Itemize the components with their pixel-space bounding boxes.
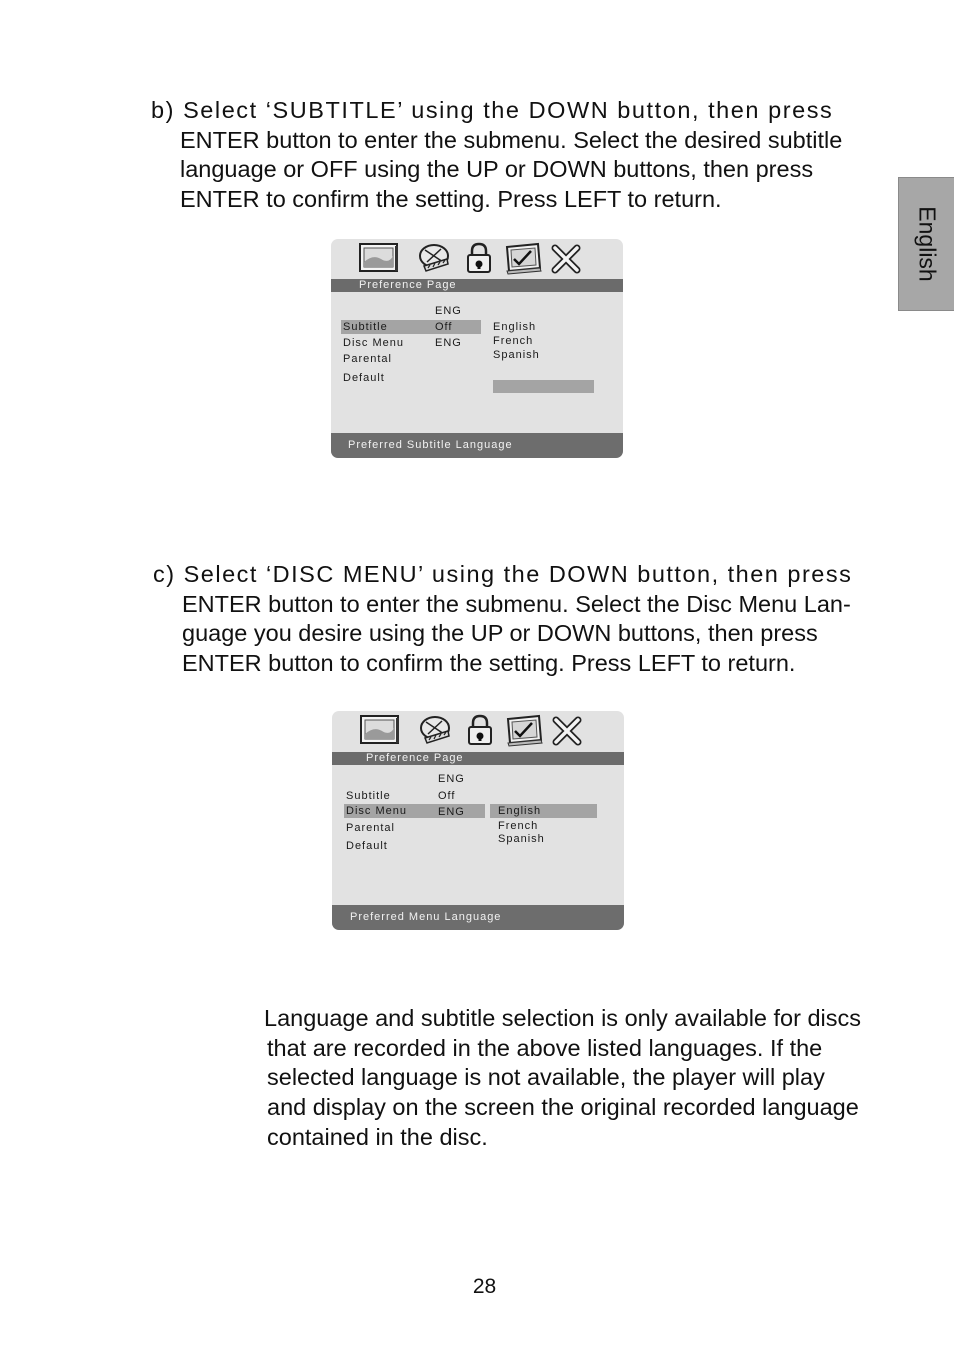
osd-item-value: ENG [435, 337, 462, 349]
text-line: ENTER button to enter the submenu. Select the Disc Menu Lan- [182, 590, 851, 617]
text-line: c) Select ‘DISC MENU’ using the DOWN button, then press [153, 561, 853, 587]
osd-disc-menu [332, 711, 624, 930]
osd-header-value: ENG [435, 305, 462, 317]
osd-item-label[interactable]: Parental [343, 353, 392, 365]
text-line: language or OFF using the UP or DOWN buttons, then press [180, 156, 814, 183]
osd-option-highlight[interactable] [493, 380, 594, 393]
note-paragraph [264, 1004, 884, 1153]
tv-screen-icon [360, 714, 400, 747]
tv-screen-icon [359, 242, 399, 275]
lock-icon [464, 242, 494, 275]
text-line: ENTER button to confirm the setting. Press LEFT to return. [182, 650, 796, 677]
osd-item-label[interactable]: Default [346, 840, 388, 852]
osd-footer [331, 433, 623, 458]
osd-header-value: ENG [438, 773, 465, 785]
side-tab-label: English [914, 206, 940, 282]
picture-check-icon [504, 242, 544, 276]
disc-film-icon [418, 714, 452, 747]
osd-footer [332, 905, 624, 930]
osd-option[interactable]: Spanish [498, 833, 545, 845]
text-line: ENTER button to enter the submenu. Select the desired subtitle [180, 126, 843, 153]
osd-item-label[interactable]: Disc Menu [346, 805, 407, 817]
exit-x-icon [550, 244, 582, 274]
osd-item-label[interactable]: Subtitle [343, 321, 388, 333]
osd-item-label[interactable]: Parental [346, 822, 395, 834]
instruction-subtitle [151, 96, 877, 215]
osd-icon-bar [331, 239, 623, 281]
osd-option[interactable]: English [498, 805, 542, 817]
osd-page-title-bar [332, 752, 624, 765]
osd-item-label[interactable]: Default [343, 372, 385, 384]
text-line: guage you desire using the UP or DOWN buttons, then press [182, 620, 818, 647]
text-line: b) Select ‘SUBTITLE’ using the DOWN button, then press [151, 97, 834, 123]
osd-item-value: Off [438, 790, 456, 802]
osd-subtitle-menu [331, 239, 623, 458]
text-line: contained in the disc. [267, 1123, 488, 1150]
osd-page-title: Preference Page [359, 279, 457, 291]
osd-page-title: Preference Page [366, 752, 464, 764]
osd-option[interactable]: Spanish [493, 349, 540, 361]
osd-icon-bar [332, 711, 624, 753]
text-line: ENTER to confirm the setting. Press LEFT to return. [180, 186, 722, 213]
instruction-disc-menu [153, 560, 879, 679]
osd-page-title-bar [331, 279, 623, 292]
osd-option[interactable]: French [493, 335, 534, 347]
osd-item-label[interactable]: Subtitle [346, 790, 391, 802]
picture-check-icon [505, 714, 545, 748]
page-number: 28 [472, 1275, 497, 1298]
osd-footer-text: Preferred Subtitle Language [348, 439, 513, 451]
exit-x-icon [551, 716, 583, 746]
language-side-tab [898, 177, 954, 311]
osd-item-value: Off [435, 321, 453, 333]
text-line: that are recorded in the above listed languages. If the [267, 1034, 823, 1061]
text-line: Language and subtitle selection is only available for discs [264, 1005, 862, 1031]
osd-footer-text: Preferred Menu Language [350, 911, 502, 923]
lock-icon [465, 714, 495, 747]
osd-option[interactable]: French [498, 820, 539, 832]
text-line: and display on the screen the original recorded language [267, 1094, 859, 1121]
osd-item-label[interactable]: Disc Menu [343, 337, 404, 349]
osd-option[interactable]: English [493, 321, 537, 333]
disc-film-icon [417, 242, 451, 275]
text-line: selected language is not available, the player will play [267, 1064, 825, 1091]
osd-item-value: ENG [438, 806, 465, 818]
